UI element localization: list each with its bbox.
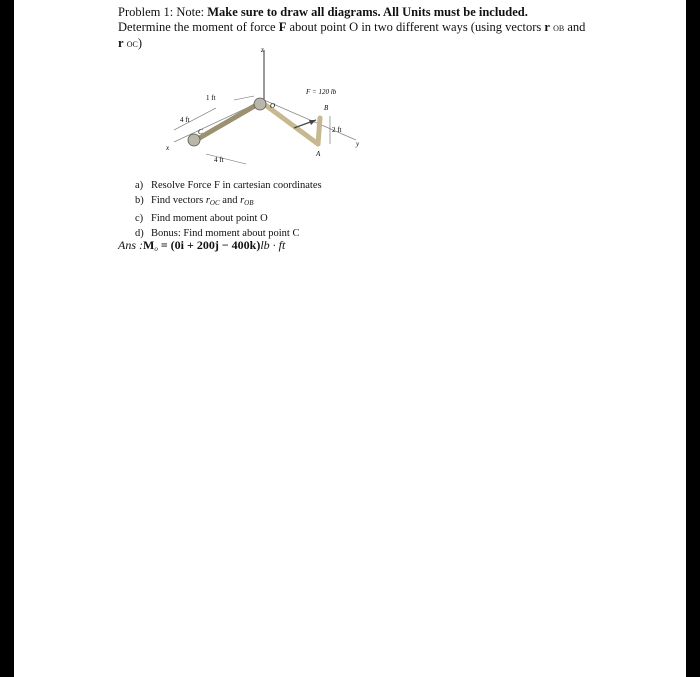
vector-r-oc-subscript: OC (209, 199, 220, 207)
pipe-oa (264, 104, 318, 144)
item-label: b) (135, 195, 144, 206)
vector-r-oc: r (118, 36, 124, 50)
pipe-ab (318, 118, 320, 144)
x-label: x (166, 144, 170, 152)
label-O: O (270, 102, 276, 110)
pipe-oc (196, 104, 258, 140)
problem-label: Problem 1: Note: (118, 5, 208, 19)
answer-units: lb · ft (260, 238, 286, 252)
answer-prefix: Ans : (118, 238, 143, 252)
list-item (135, 193, 435, 211)
and-text: and (564, 20, 586, 34)
label-1ft: 1 ft (206, 94, 216, 102)
vector-r-oc-symbol: r (205, 195, 210, 206)
item-label: c) (135, 213, 144, 224)
label-2ft: 2 ft (332, 126, 342, 134)
document-page (14, 0, 686, 677)
y-label: y (356, 140, 360, 148)
vector-r-ob-subscript: OB (244, 199, 254, 207)
z-label: z (261, 46, 264, 54)
label-B: B (324, 104, 329, 112)
item-label: d) (135, 228, 144, 239)
item-label: a) (135, 180, 144, 191)
label-4ft-a: 4 ft (180, 116, 190, 124)
label-4ft-b: 4 ft (214, 156, 224, 164)
vector-r-ob: r (544, 20, 550, 34)
label-A: A (316, 150, 321, 158)
dim-4ft-b (206, 154, 246, 164)
vector-r-oc-sub: OC (126, 40, 138, 49)
item-text-and: and (219, 195, 241, 206)
close-paren: ) (137, 36, 142, 50)
moment-subscript: o (154, 245, 158, 253)
label-force: F = 120 lb (306, 88, 337, 96)
bearing-o (254, 98, 266, 110)
statement-text: Determine the moment of force (118, 20, 279, 34)
statement-text-2: about point O in two different ways (using vectors (286, 20, 545, 34)
force-symbol: F (278, 20, 287, 34)
item-text: Resolve Force F in cartesian coordinates (151, 180, 322, 191)
dim-1ft (234, 96, 254, 100)
problem-diagram (146, 42, 376, 172)
moment-symbol: M (143, 238, 155, 252)
item-text: Find moment about point O (151, 213, 268, 224)
task-list (135, 178, 435, 241)
item-text: Bonus: Find moment about point C (151, 228, 300, 239)
answer-line (118, 238, 285, 253)
list-item (135, 178, 435, 193)
bold-note: Make sure to draw all diagrams. All Units must be included. (207, 5, 528, 19)
vector-r-ob-symbol: r (240, 195, 245, 206)
list-item (135, 211, 435, 226)
label-C: C (198, 128, 203, 136)
item-text: Find vectors (151, 195, 206, 206)
answer-equation: = (0i + 200j − 400k) (157, 238, 261, 252)
vector-r-ob-sub: OB (553, 24, 565, 33)
